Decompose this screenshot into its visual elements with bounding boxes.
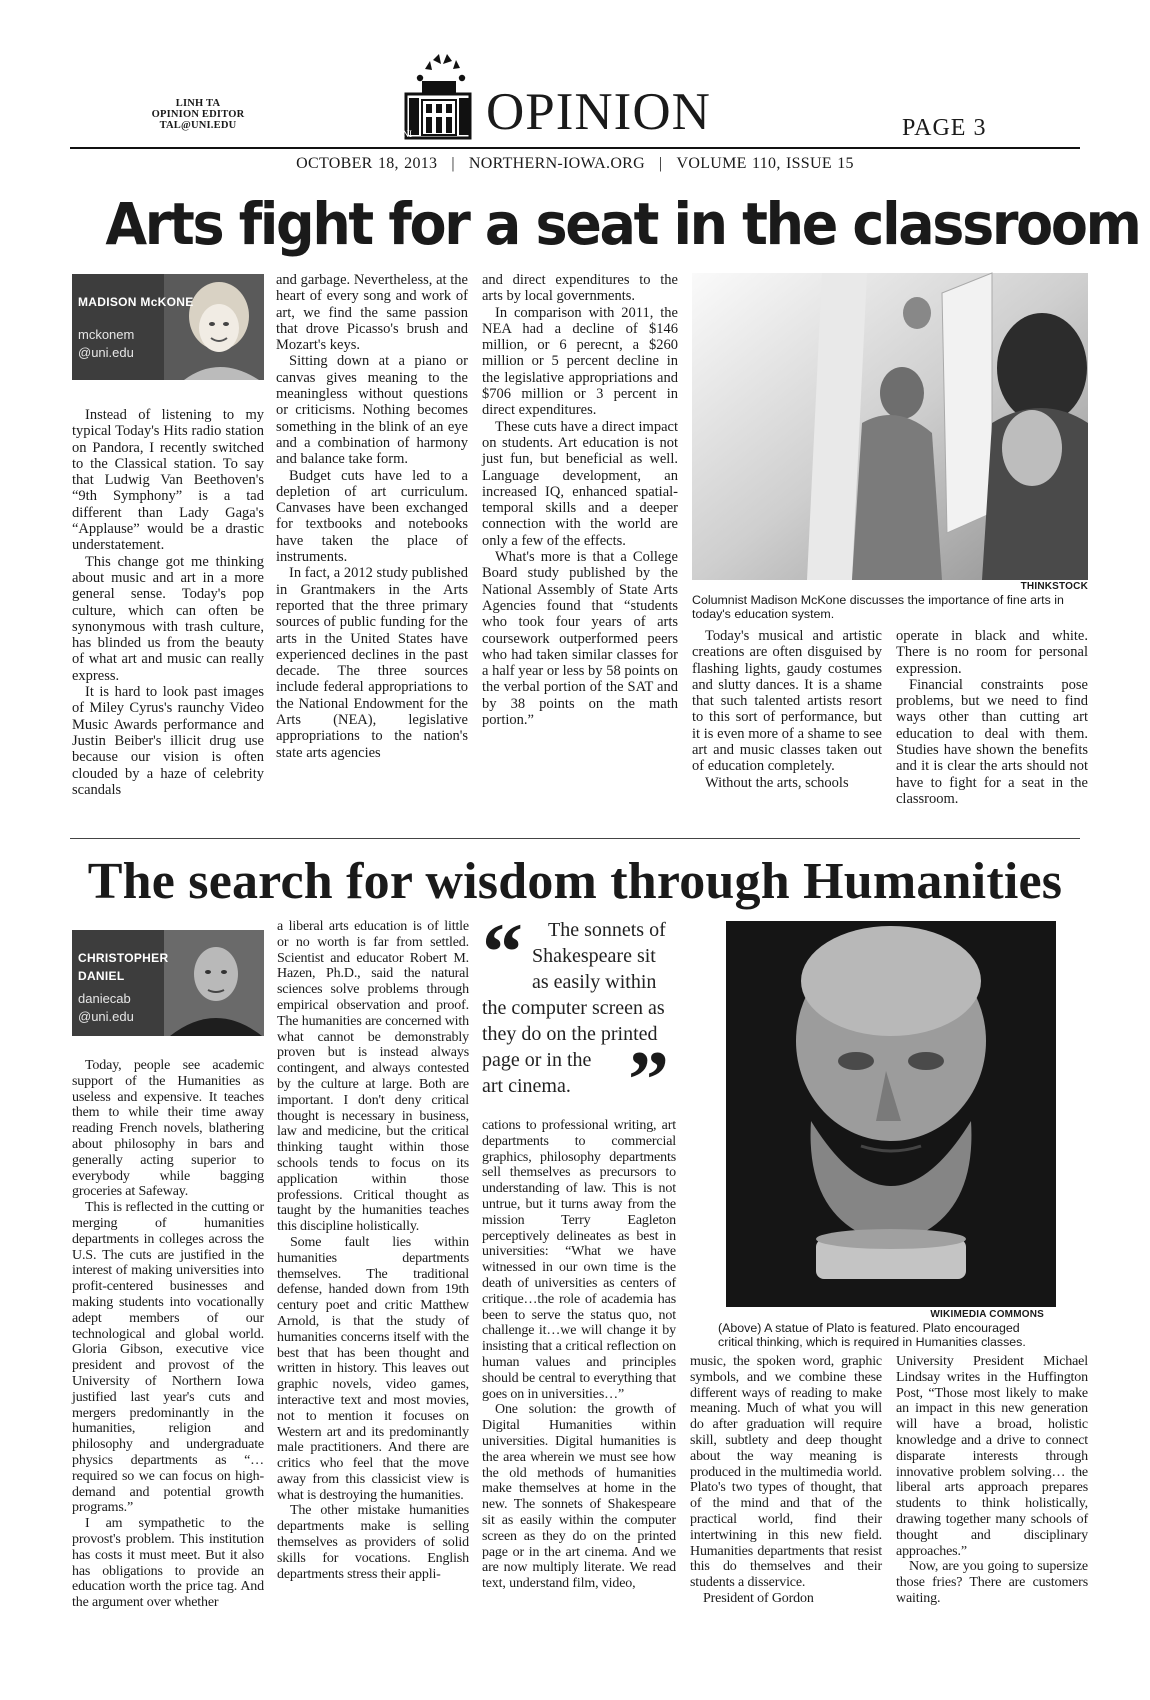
- paragraph: The other mistake humanities departments make is selling themselves as providers of solid skills for vocations. English departments stress their appli-: [277, 1503, 469, 1582]
- paragraph: In comparison with 2011, the NEA had a decline of $146 million, or 6 perecnt, a $260 million or 5 percent decline in the legislative appropriations and $706 million or 3 percent in direct expenditures.: [482, 304, 678, 419]
- pull-quote-line: they do on the printed: [482, 1023, 658, 1045]
- open-quote-icon: “: [482, 906, 523, 997]
- author-email-domain[interactable]: @uni.edu: [78, 1009, 134, 1024]
- author-name-last: DANIEL: [78, 969, 125, 983]
- editor-name: LINH TA: [175, 98, 221, 109]
- pull-quote-line: art cinema.: [482, 1075, 571, 1097]
- issue-date: OCTOBER 18, 2013: [296, 155, 438, 172]
- paragraph: Now, are you going to supersize those fries? There are customers waiting.: [896, 1559, 1088, 1606]
- paragraph: What's more is that a College Board study published by the National Assembly of State Arts Agencies found that “students who took four years of arts coursework outperformed peers who had taken similar classes for a half year or less by 58 points on the verbal portion of the SAT and by 38 points on the math portion.”: [482, 549, 678, 729]
- photo-credit: THINKSTOCK: [1020, 581, 1088, 592]
- paragraph: Today's musical and artistic creations are often disguised by flashing lights, gaudy costumes and slutty dances. It is a shame that such talented artists resort to this sort of performance, but it is even more of a shame to see art and music classes taken out of education completely.: [692, 628, 882, 775]
- article-column: [277, 919, 469, 1635]
- article-column: [896, 1354, 1088, 1636]
- paragraph: In fact, a 2012 study published in Grantmakers in the Arts reported that the three primary sources of public funding for the arts in the United States have experienced declines in the past decade. The three sources include federal appropriations to the National Endowment for the Arts (NEA), legislative appropriations to the nation's state arts agencies: [276, 565, 468, 761]
- paragraph: operate in black and white. There is no room for personal expression.: [896, 628, 1088, 677]
- section-divider: [70, 838, 1080, 839]
- paragraph: Instead of listening to my typical Today's Hits radio station on Pandora, I recently switched to the Classical station. To say that Ludwig Van Beethoven's “9th Symphony” is a tad different than Lady Gaga's “Applause” would be a drastic understatement.: [72, 407, 264, 554]
- paragraph: I am sympathetic to the provost's problem. This institution has costs it must meet. But it also has obligations to provide an education worth the price tag. And the argument over whether: [72, 1516, 264, 1611]
- article-column: [482, 1118, 676, 1636]
- dateline-separator: |: [659, 155, 663, 172]
- pull-quote-line: The sonnets of: [548, 919, 666, 941]
- paragraph: This change got me thinking about music and art in a more general sense. Today's pop culture, which can often be synonymous with trash culture, has blinded us from the beauty of what art and music can really express.: [72, 553, 264, 684]
- paragraph: These cuts have a direct impact on students. Art education is not just fun, but beneficial as well. Language development, an increased IQ, enhanced spatial-temporal skills and a deeper connection with the world are only a few of the effects.: [482, 418, 678, 549]
- pull-quote-line: page or in the: [482, 1049, 592, 1071]
- paragraph: and garbage. Nevertheless, at the heart of every song and work of art, we find the same passion that drove Picasso's brush and Mozart's keys.: [276, 272, 468, 354]
- close-quote-icon: ”: [628, 1034, 669, 1125]
- paragraph: University President Michael Lindsay writes in the Huffington Post, “Those most likely to make an impact in this new generation will have a broad, holistic knowledge and a drive to connect disparate interests through innovative problem solving… the liberal arts approach prepares students to think holistically, drawing together many schools of thought and disciplinary approaches.”: [896, 1354, 1088, 1559]
- pull-quote-line: the computer screen as: [482, 997, 665, 1019]
- article-headline: The search for wisdom through Humanities: [87, 853, 1063, 910]
- editor-credit: [148, 98, 248, 131]
- dateline-separator: |: [451, 155, 455, 172]
- article-column: [692, 628, 882, 818]
- photo-credit: WIKIMEDIA COMMONS: [930, 1309, 1044, 1320]
- article-headline: Arts fight for a seat in the classroom: [105, 190, 1140, 258]
- art-class-photo: [692, 273, 1088, 580]
- page-number: PAGE 3: [902, 115, 987, 141]
- website-link[interactable]: NORTHERN-IOWA.ORG: [468, 155, 645, 172]
- masthead-rule: [70, 147, 1080, 149]
- paragraph: One solution: the growth of Digital Humanities within universities. Digital humanities is the area wherein we must see how the old methods of humanities make themselves at home in the new. The sonnets of Shakespeare sit as easily within the computer screen as they do on the printed page or in the art cinema. And we are now multiply literate. We read text, understand film, video,: [482, 1402, 676, 1592]
- paragraph: Sitting down at a piano or canvas gives meaning to the meaningless without questions or criticisms. Nothing becomes something in the blink of an eye and a combination of harmony and balance take form.: [276, 353, 468, 468]
- paragraph: President of Gordon: [703, 1590, 814, 1606]
- photo-caption: (Above) A statue of Plato is featured. Plato encouraged critical thinking, which is required in Humanities classes.: [718, 1321, 1026, 1349]
- author-byline: [72, 930, 264, 1036]
- article-column: [72, 407, 264, 815]
- author-name: CHRISTOPHER: [78, 951, 169, 965]
- author-email[interactable]: mckonem: [78, 327, 135, 342]
- dateline: [70, 154, 1080, 174]
- uni-logo: [398, 48, 478, 140]
- paragraph: Without the arts, schools: [705, 774, 849, 791]
- paragraph: This is reflected in the cutting or merging of humanities departments in colleges across the U.S. The cuts are justified in the interest of making universities into profit-centered businesses and making students into vocationally adept members of our technological and global world. Gloria Gibson, executive vice president and provost of the University of Northern Iowa justified last year's cuts and mergers predominantly in the humanities, religion and philosophy and undergraduate physics departments as “…required so we can focus on high-demand and potential growth programs.”: [72, 1200, 264, 1516]
- pull-quote: [482, 906, 698, 1125]
- author-photo: [164, 930, 264, 1036]
- logo-text: UNI: [396, 129, 412, 139]
- paragraph: Some fault lies within humanities departments themselves. The traditional defense, handed down from 19th century poet and critic Matthew Arnold, is that the study of humanities concerns itself with the best that has been thought and written in history. This leaves out graphic novels, video games, interactive text and most movies, not to mention it focuses on Western art and its predominantly male practitioners. And there are critics who feel that the move away from this classicist view is what is destroying the humanities.: [277, 1234, 469, 1503]
- paragraph: Financial constraints pose problems, but we need to find ways other than cutting art education to deal with them. Studies have shown the benefits and it is clear the arts should not have to fight for a seat in the classroom.: [896, 676, 1088, 807]
- volume-issue: VOLUME 110, ISSUE 15: [676, 155, 854, 172]
- pull-quote-line: as easily within: [532, 971, 657, 993]
- author-email[interactable]: daniecab: [78, 991, 131, 1006]
- article-column: [482, 272, 678, 817]
- author-name: MADISON McKONE: [78, 295, 194, 309]
- photo-caption: Columnist Madison McKone discusses the importance of fine arts in today's education system.: [692, 593, 1064, 621]
- plato-statue-photo: [726, 921, 1056, 1307]
- paragraph: It is hard to look past images of Miley Cyrus's raunchy Video Music Awards performance and Justin Beiber's illicit drug use because our vision is often clouded by a haze of celebrity scandals: [72, 684, 264, 798]
- paragraph: cations to professional writing, art departments to commercial graphics, philosophy departments sell themselves as precursors to understanding of law. This is not untrue, but it turns away from the mission Terry Eagleton perceptively delineates as best in universities: “What we have witnessed in our own time is the death of universities as centers of critique…the role of academia has been to serve the status quo, not challenge it…we will change it by insisting that a critical reflection on human values and principles should be central to everything that goes on in universities…”: [482, 1118, 676, 1402]
- pull-quote-line: Shakespeare sit: [532, 945, 656, 967]
- author-photo: [164, 274, 264, 380]
- author-byline: [72, 274, 264, 380]
- paragraph: a liberal arts education is of little or no worth is far from settled. Scientist and educator Robert M. Hazen, Ph.D., said the natural sciences solve problems through empirical observation and proof. The humanities are concerned with what cannot be demonstrably proven but is instead always contingent, and always contested by the culture at large. Both are important. I don't deny critical thought is necessary in business, law and medicine, but the critical thinking taught within those schools tends to focus on its application within those professions. Critical thought as taught by the humanities teaches this discipline holistically.: [277, 919, 469, 1235]
- author-email-domain[interactable]: @uni.edu: [78, 345, 134, 360]
- editor-title: OPINION EDITOR: [151, 109, 245, 120]
- section-title: OPINION: [486, 83, 711, 141]
- editor-email: TAL@UNI.EDU: [159, 120, 237, 131]
- paragraph: and direct expenditures to the arts by local governments.: [482, 272, 678, 305]
- paragraph: Budget cuts have led to a depletion of art curriculum. Canvases have been exchanged for textbooks and notebooks have taken the place of instruments.: [276, 467, 468, 566]
- article-column: [72, 1058, 264, 1634]
- paragraph: music, the spoken word, graphic symbols, and we combine these different ways of reading to make meaning. Much of what you will do after graduation will require skill, subtlety and deep thought about the way meaning is produced in the multimedia world. Plato's two types of thought, that of the mind and that of the practical world, find their intertwining in this new field. Humanities departments that resist this do themselves and their students a disservice.: [690, 1354, 882, 1591]
- article-column: [690, 1354, 882, 1636]
- article-column: [276, 272, 468, 817]
- paragraph: Today, people see academic support of the Humanities as useless and expensive. It teaches them to while their time away reading French novels, blathering about philosophy in bars and generally acting superior to everybody while bagging groceries at Safeway.: [72, 1058, 264, 1200]
- article-column: [896, 628, 1088, 818]
